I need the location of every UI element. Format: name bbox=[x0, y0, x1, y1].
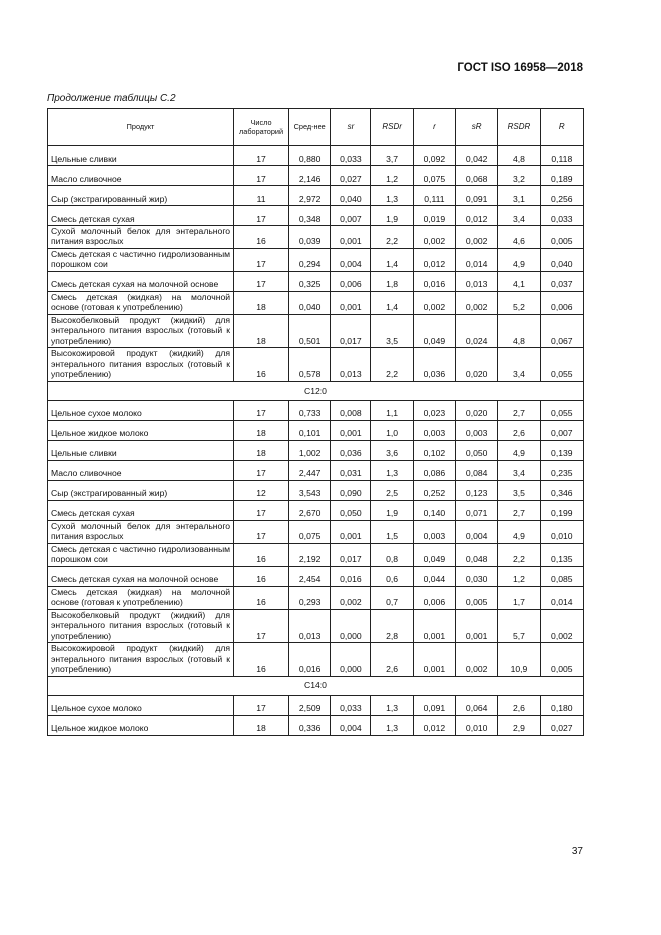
product-name-cell: Масло сливочное bbox=[48, 166, 234, 186]
value-cell: 1,0 bbox=[371, 420, 413, 440]
value-cell: 0,003 bbox=[413, 520, 455, 543]
value-cell: 2,7 bbox=[498, 400, 540, 420]
value-cell: 0,010 bbox=[456, 715, 498, 735]
value-cell: 2,2 bbox=[498, 543, 540, 566]
value-cell: 0,111 bbox=[413, 186, 455, 206]
section-label: С12:0 bbox=[48, 381, 584, 400]
value-cell: 0,001 bbox=[331, 420, 371, 440]
value-cell: 0,140 bbox=[413, 500, 455, 520]
table-row bbox=[48, 609, 584, 642]
value-cell: 0,014 bbox=[456, 248, 498, 271]
value-cell: 1,8 bbox=[371, 271, 413, 291]
value-cell: 1,3 bbox=[371, 695, 413, 715]
value-cell: 0,020 bbox=[456, 400, 498, 420]
product-name-cell: Цельное жидкое молоко bbox=[48, 715, 234, 735]
table-row bbox=[48, 186, 584, 206]
value-cell: 0,064 bbox=[456, 695, 498, 715]
value-cell: 0,039 bbox=[289, 226, 331, 249]
table-row bbox=[48, 695, 584, 715]
value-cell: 0,002 bbox=[331, 586, 371, 609]
value-cell: 3,6 bbox=[371, 440, 413, 460]
product-name-cell: Цельные сливки bbox=[48, 440, 234, 460]
product-name-cell: Цельное сухое молоко bbox=[48, 695, 234, 715]
value-cell: 0,075 bbox=[289, 520, 331, 543]
value-cell: 2,2 bbox=[371, 226, 413, 249]
value-cell: 0,008 bbox=[331, 400, 371, 420]
value-cell: 3,4 bbox=[498, 460, 540, 480]
value-cell: 0,013 bbox=[289, 609, 331, 642]
value-cell: 0,004 bbox=[331, 248, 371, 271]
value-cell: 3,7 bbox=[371, 146, 413, 166]
table-row bbox=[48, 715, 584, 735]
value-cell: 0,001 bbox=[456, 609, 498, 642]
value-cell: 0,090 bbox=[331, 480, 371, 500]
value-cell: 0,101 bbox=[289, 420, 331, 440]
value-cell: 4,6 bbox=[498, 226, 540, 249]
value-cell: 2,6 bbox=[371, 643, 413, 676]
value-cell: 18 bbox=[234, 420, 289, 440]
value-cell: 5,2 bbox=[498, 291, 540, 314]
value-cell: 0,023 bbox=[413, 400, 455, 420]
value-cell: 2,146 bbox=[289, 166, 331, 186]
value-cell: 18 bbox=[234, 291, 289, 314]
table-row bbox=[48, 226, 584, 249]
value-cell: 2,192 bbox=[289, 543, 331, 566]
product-name-cell: Высокобелковый продукт (жидкий) для энтерального питания взрослых (готовый к употреблению) bbox=[48, 609, 234, 642]
value-cell: 0,336 bbox=[289, 715, 331, 735]
value-cell: 2,2 bbox=[371, 348, 413, 381]
value-cell: 3,5 bbox=[498, 480, 540, 500]
value-cell: 0,6 bbox=[371, 566, 413, 586]
value-cell: 0,012 bbox=[413, 715, 455, 735]
value-cell: 0,033 bbox=[331, 146, 371, 166]
value-cell: 0,071 bbox=[456, 500, 498, 520]
value-cell: 16 bbox=[234, 226, 289, 249]
table-row bbox=[48, 566, 584, 586]
value-cell: 0,007 bbox=[540, 420, 583, 440]
value-cell: 0,016 bbox=[331, 566, 371, 586]
value-cell: 1,3 bbox=[371, 186, 413, 206]
product-name-cell: Смесь детская с частично гидролизованным порошком сои bbox=[48, 248, 234, 271]
value-cell: 1,1 bbox=[371, 400, 413, 420]
value-cell: 1,3 bbox=[371, 460, 413, 480]
value-cell: 5,7 bbox=[498, 609, 540, 642]
value-cell: 0,036 bbox=[331, 440, 371, 460]
value-cell: 3,543 bbox=[289, 480, 331, 500]
product-name-cell: Масло сливочное bbox=[48, 460, 234, 480]
product-name-cell: Цельное сухое молоко bbox=[48, 400, 234, 420]
product-name-cell: Высокобелковый продукт (жидкий) для энтерального питания взрослых (готовый к употреблению) bbox=[48, 314, 234, 347]
column-header-RSDR: RSDR bbox=[498, 109, 540, 146]
value-cell: 0,020 bbox=[456, 348, 498, 381]
value-cell: 0,348 bbox=[289, 206, 331, 226]
value-cell: 0,036 bbox=[413, 348, 455, 381]
column-header-sR: sR bbox=[456, 109, 498, 146]
value-cell: 17 bbox=[234, 271, 289, 291]
value-cell: 0,325 bbox=[289, 271, 331, 291]
value-cell: 11 bbox=[234, 186, 289, 206]
value-cell: 0,000 bbox=[331, 609, 371, 642]
value-cell: 17 bbox=[234, 146, 289, 166]
value-cell: 2,6 bbox=[498, 695, 540, 715]
value-cell: 4,9 bbox=[498, 520, 540, 543]
value-cell: 0,880 bbox=[289, 146, 331, 166]
value-cell: 0,030 bbox=[456, 566, 498, 586]
value-cell: 0,040 bbox=[289, 291, 331, 314]
value-cell: 0,001 bbox=[413, 609, 455, 642]
value-cell: 0,7 bbox=[371, 586, 413, 609]
value-cell: 0,118 bbox=[540, 146, 583, 166]
column-header-product: Продукт bbox=[48, 109, 234, 146]
value-cell: 4,8 bbox=[498, 146, 540, 166]
value-cell: 0,037 bbox=[540, 271, 583, 291]
table-row bbox=[48, 500, 584, 520]
value-cell: 4,1 bbox=[498, 271, 540, 291]
data-table bbox=[47, 108, 584, 736]
value-cell: 10,9 bbox=[498, 643, 540, 676]
value-cell: 0,016 bbox=[289, 643, 331, 676]
value-cell: 0,019 bbox=[413, 206, 455, 226]
value-cell: 0,000 bbox=[331, 643, 371, 676]
value-cell: 17 bbox=[234, 460, 289, 480]
value-cell: 0,085 bbox=[540, 566, 583, 586]
value-cell: 16 bbox=[234, 543, 289, 566]
column-header-r: r bbox=[413, 109, 455, 146]
value-cell: 17 bbox=[234, 520, 289, 543]
value-cell: 0,055 bbox=[540, 400, 583, 420]
value-cell: 2,9 bbox=[498, 715, 540, 735]
section-row bbox=[48, 381, 584, 400]
value-cell: 0,068 bbox=[456, 166, 498, 186]
value-cell: 0,189 bbox=[540, 166, 583, 186]
value-cell: 3,4 bbox=[498, 348, 540, 381]
value-cell: 1,2 bbox=[498, 566, 540, 586]
value-cell: 0,091 bbox=[456, 186, 498, 206]
value-cell: 0,102 bbox=[413, 440, 455, 460]
value-cell: 0,091 bbox=[413, 695, 455, 715]
value-cell: 18 bbox=[234, 440, 289, 460]
value-cell: 16 bbox=[234, 566, 289, 586]
value-cell: 0,013 bbox=[331, 348, 371, 381]
value-cell: 4,8 bbox=[498, 314, 540, 347]
section-row bbox=[48, 676, 584, 695]
table-row bbox=[48, 420, 584, 440]
value-cell: 0,001 bbox=[331, 291, 371, 314]
value-cell: 0,044 bbox=[413, 566, 455, 586]
value-cell: 0,139 bbox=[540, 440, 583, 460]
value-cell: 12 bbox=[234, 480, 289, 500]
product-name-cell: Смесь детская (жидкая) на молочной основе (готовая к употреблению) bbox=[48, 586, 234, 609]
value-cell: 0,055 bbox=[540, 348, 583, 381]
value-cell: 2,509 bbox=[289, 695, 331, 715]
product-name-cell: Высокожировой продукт (жидкий) для энтерального питания взрослых (готовый к употреблению) bbox=[48, 348, 234, 381]
product-name-cell: Высокожировой продукт (жидкий) для энтерального питания взрослых (готовый к употреблению) bbox=[48, 643, 234, 676]
value-cell: 0,040 bbox=[540, 248, 583, 271]
product-name-cell: Сухой молочный белок для энтерального питания взрослых bbox=[48, 520, 234, 543]
value-cell: 1,9 bbox=[371, 206, 413, 226]
value-cell: 2,7 bbox=[498, 500, 540, 520]
value-cell: 0,067 bbox=[540, 314, 583, 347]
product-name-cell: Смесь детская сухая bbox=[48, 206, 234, 226]
value-cell: 2,447 bbox=[289, 460, 331, 480]
value-cell: 0,005 bbox=[456, 586, 498, 609]
table-caption: Продолжение таблицы С.2 bbox=[47, 93, 176, 104]
table-row bbox=[48, 460, 584, 480]
value-cell: 0,084 bbox=[456, 460, 498, 480]
table-row bbox=[48, 543, 584, 566]
page-number: 37 bbox=[571, 846, 583, 857]
value-cell: 2,6 bbox=[498, 420, 540, 440]
value-cell: 0,002 bbox=[413, 291, 455, 314]
value-cell: 17 bbox=[234, 206, 289, 226]
value-cell: 0,294 bbox=[289, 248, 331, 271]
value-cell: 0,001 bbox=[413, 643, 455, 676]
column-header-R: R bbox=[540, 109, 583, 146]
value-cell: 0,016 bbox=[413, 271, 455, 291]
value-cell: 0,017 bbox=[331, 543, 371, 566]
product-name-cell: Сыр (экстрагированный жир) bbox=[48, 186, 234, 206]
product-name-cell: Сыр (экстрагированный жир) bbox=[48, 480, 234, 500]
value-cell: 0,252 bbox=[413, 480, 455, 500]
value-cell: 18 bbox=[234, 314, 289, 347]
value-cell: 0,086 bbox=[413, 460, 455, 480]
value-cell: 0,002 bbox=[456, 643, 498, 676]
value-cell: 0,033 bbox=[331, 695, 371, 715]
value-cell: 0,180 bbox=[540, 695, 583, 715]
value-cell: 0,8 bbox=[371, 543, 413, 566]
table-header-row bbox=[48, 109, 584, 146]
column-header-sr: sr bbox=[331, 109, 371, 146]
value-cell: 0,733 bbox=[289, 400, 331, 420]
value-cell: 0,501 bbox=[289, 314, 331, 347]
value-cell: 0,005 bbox=[540, 226, 583, 249]
table-row bbox=[48, 166, 584, 186]
value-cell: 0,004 bbox=[456, 520, 498, 543]
table-row bbox=[48, 248, 584, 271]
product-name-cell: Цельные сливки bbox=[48, 146, 234, 166]
value-cell: 0,006 bbox=[413, 586, 455, 609]
value-cell: 0,010 bbox=[540, 520, 583, 543]
table-row bbox=[48, 440, 584, 460]
value-cell: 0,013 bbox=[456, 271, 498, 291]
value-cell: 1,002 bbox=[289, 440, 331, 460]
value-cell: 0,005 bbox=[540, 643, 583, 676]
column-header-rsdr: RSDr bbox=[371, 109, 413, 146]
value-cell: 0,049 bbox=[413, 543, 455, 566]
value-cell: 3,1 bbox=[498, 186, 540, 206]
value-cell: 0,346 bbox=[540, 480, 583, 500]
value-cell: 0,256 bbox=[540, 186, 583, 206]
value-cell: 17 bbox=[234, 609, 289, 642]
value-cell: 0,002 bbox=[456, 291, 498, 314]
value-cell: 0,006 bbox=[540, 291, 583, 314]
product-name-cell: Смесь детская (жидкая) на молочной основе (готовая к употреблению) bbox=[48, 291, 234, 314]
value-cell: 0,027 bbox=[540, 715, 583, 735]
value-cell: 16 bbox=[234, 643, 289, 676]
value-cell: 0,123 bbox=[456, 480, 498, 500]
table-row bbox=[48, 643, 584, 676]
column-header-mean: Сред-нее bbox=[289, 109, 331, 146]
value-cell: 0,006 bbox=[331, 271, 371, 291]
table-row bbox=[48, 520, 584, 543]
value-cell: 1,7 bbox=[498, 586, 540, 609]
table-row bbox=[48, 271, 584, 291]
product-name-cell: Сухой молочный белок для энтерального питания взрослых bbox=[48, 226, 234, 249]
value-cell: 2,8 bbox=[371, 609, 413, 642]
value-cell: 0,050 bbox=[331, 500, 371, 520]
table-row bbox=[48, 314, 584, 347]
value-cell: 0,012 bbox=[456, 206, 498, 226]
value-cell: 16 bbox=[234, 586, 289, 609]
product-name-cell: Смесь детская сухая bbox=[48, 500, 234, 520]
table-row bbox=[48, 400, 584, 420]
value-cell: 3,2 bbox=[498, 166, 540, 186]
value-cell: 0,002 bbox=[540, 609, 583, 642]
value-cell: 0,578 bbox=[289, 348, 331, 381]
product-name-cell: Смесь детская сухая на молочной основе bbox=[48, 271, 234, 291]
value-cell: 17 bbox=[234, 166, 289, 186]
value-cell: 0,001 bbox=[331, 226, 371, 249]
value-cell: 0,027 bbox=[331, 166, 371, 186]
table-row bbox=[48, 480, 584, 500]
product-name-cell: Цельное жидкое молоко bbox=[48, 420, 234, 440]
value-cell: 1,3 bbox=[371, 715, 413, 735]
standard-number: ГОСТ ISO 16958—2018 bbox=[457, 62, 583, 74]
value-cell: 0,048 bbox=[456, 543, 498, 566]
value-cell: 0,024 bbox=[456, 314, 498, 347]
value-cell: 18 bbox=[234, 715, 289, 735]
value-cell: 0,049 bbox=[413, 314, 455, 347]
value-cell: 0,007 bbox=[331, 206, 371, 226]
value-cell: 17 bbox=[234, 500, 289, 520]
value-cell: 0,003 bbox=[413, 420, 455, 440]
table-row bbox=[48, 586, 584, 609]
table-row bbox=[48, 146, 584, 166]
value-cell: 0,004 bbox=[331, 715, 371, 735]
value-cell: 4,9 bbox=[498, 248, 540, 271]
value-cell: 0,017 bbox=[331, 314, 371, 347]
table-row bbox=[48, 291, 584, 314]
value-cell: 4,9 bbox=[498, 440, 540, 460]
value-cell: 0,014 bbox=[540, 586, 583, 609]
value-cell: 0,002 bbox=[413, 226, 455, 249]
value-cell: 2,5 bbox=[371, 480, 413, 500]
value-cell: 0,050 bbox=[456, 440, 498, 460]
value-cell: 3,4 bbox=[498, 206, 540, 226]
product-name-cell: Смесь детская с частично гидролизованным порошком сои bbox=[48, 543, 234, 566]
value-cell: 1,9 bbox=[371, 500, 413, 520]
section-label: С14:0 bbox=[48, 676, 584, 695]
table-row bbox=[48, 206, 584, 226]
value-cell: 1,5 bbox=[371, 520, 413, 543]
value-cell: 0,075 bbox=[413, 166, 455, 186]
column-header-labs: Число лабораторий bbox=[234, 109, 289, 146]
value-cell: 17 bbox=[234, 400, 289, 420]
value-cell: 0,092 bbox=[413, 146, 455, 166]
value-cell: 0,042 bbox=[456, 146, 498, 166]
value-cell: 3,5 bbox=[371, 314, 413, 347]
value-cell: 17 bbox=[234, 695, 289, 715]
value-cell: 17 bbox=[234, 248, 289, 271]
table-row bbox=[48, 348, 584, 381]
value-cell: 0,031 bbox=[331, 460, 371, 480]
value-cell: 1,2 bbox=[371, 166, 413, 186]
value-cell: 0,033 bbox=[540, 206, 583, 226]
value-cell: 1,4 bbox=[371, 248, 413, 271]
value-cell: 0,235 bbox=[540, 460, 583, 480]
value-cell: 16 bbox=[234, 348, 289, 381]
value-cell: 2,454 bbox=[289, 566, 331, 586]
value-cell: 0,293 bbox=[289, 586, 331, 609]
value-cell: 0,135 bbox=[540, 543, 583, 566]
value-cell: 2,972 bbox=[289, 186, 331, 206]
value-cell: 0,002 bbox=[456, 226, 498, 249]
value-cell: 1,4 bbox=[371, 291, 413, 314]
product-name-cell: Смесь детская сухая на молочной основе bbox=[48, 566, 234, 586]
value-cell: 0,040 bbox=[331, 186, 371, 206]
value-cell: 0,199 bbox=[540, 500, 583, 520]
value-cell: 0,001 bbox=[331, 520, 371, 543]
value-cell: 0,012 bbox=[413, 248, 455, 271]
value-cell: 0,003 bbox=[456, 420, 498, 440]
value-cell: 2,670 bbox=[289, 500, 331, 520]
